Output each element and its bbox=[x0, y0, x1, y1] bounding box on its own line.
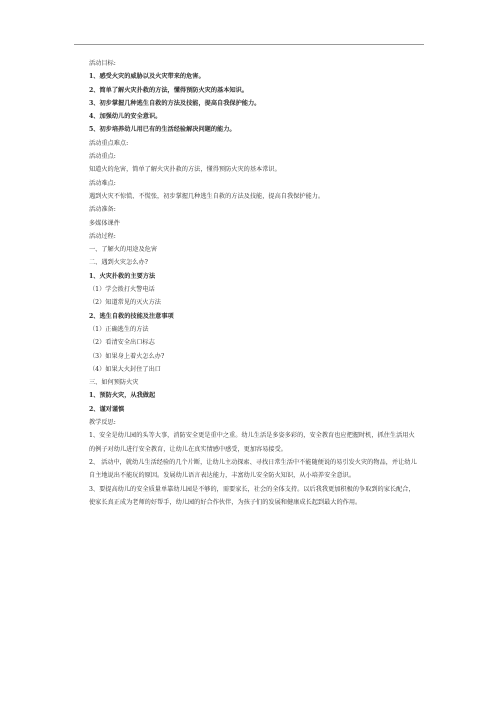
text-line: （3）如果身上着火怎么办? bbox=[89, 352, 165, 360]
header-rule bbox=[74, 44, 424, 45]
text-line: （2）看清安全出口标志 bbox=[89, 339, 155, 347]
text-line: 活动过程: bbox=[89, 232, 116, 240]
text-line: 教学反思: bbox=[89, 419, 116, 427]
text-line: 遇到火灾不惊慌、不慌张，初步掌握几种逃生自救的方法及技能，提高自我保护能力。 bbox=[89, 192, 325, 200]
text-line: 二、遇到火灾怎么办? bbox=[89, 259, 149, 267]
text-line: 1、感受火灾的威胁以及火灾带来的危害。 bbox=[89, 73, 205, 81]
text-line: 活动重点难点: bbox=[89, 139, 129, 147]
text-line: 活动目标: bbox=[89, 60, 116, 67]
text-line: 5、初步培养幼儿用已有的生活经验解决问题的能力。 bbox=[89, 126, 236, 134]
text-line: 1、火灾扑救的主要方法 bbox=[89, 272, 156, 280]
reflection-paragraph: 1、安全是幼儿园的头等大事，消防安全更是重中之重。幼儿生活是多姿多彩的，安全教育也应把握时机，抓住生活用火的例子对幼儿进行安全教育，让幼儿在真实情感中感受，更加容易接受。 bbox=[89, 432, 415, 453]
text-line: （4）如果大火封住了出口 bbox=[89, 365, 161, 373]
text-line: 活动重点: bbox=[89, 153, 116, 161]
text-line: （1）学会拨打火警电话 bbox=[89, 286, 155, 294]
text-line: （1）正确逃生的方法 bbox=[89, 325, 149, 333]
text-line: 一、了解火的用途及危害 bbox=[89, 246, 158, 254]
text-line: 三、如何预防火灾 bbox=[89, 379, 139, 387]
reflection-paragraph: 3、要提高幼儿的安全质量单靠幼儿园是不够的，需要家长，社会的全体支持。以后我我更加积极的争取到的家长配合，使家长真正成为老师的好帮手，幼儿园的好合作伙伴，为孩子们的发展和健康成长起到最大的作用。 bbox=[89, 485, 415, 506]
text-line: 多媒体课件 bbox=[89, 219, 120, 227]
text-line: 2、逃生自救的技能及注意事项 bbox=[89, 312, 174, 320]
text-line: 2、简单了解火灾扑救的方法，懂得预防火灾的基本知识。 bbox=[89, 86, 248, 94]
text-line: 活动准备: bbox=[89, 206, 116, 214]
reflection-paragraphs bbox=[89, 429, 419, 509]
reflection-paragraph: 2、 活动中，就幼儿生活经验的几个片断，让幼儿主动探索、寻找日常生活中不能随便说的易引发火灾的物品，并让幼儿自主地说出不能玩的原因。发展幼儿语言表达能力，丰富幼儿安全防火知识，从小培养安全意识。 bbox=[89, 458, 417, 480]
text-line: 2、谨对谨慎 bbox=[89, 405, 125, 413]
document-body bbox=[89, 57, 419, 509]
text-line: 1、预防火灾，从我做起 bbox=[89, 392, 156, 400]
text-line: 4、加强幼儿的安全意识。 bbox=[89, 113, 162, 121]
text-line: 知道火的危害，简单了解火灾扑救的方法，懂得预防火灾的基本常识。 bbox=[89, 166, 281, 174]
text-line: （2）知道常见的灭火方法 bbox=[89, 299, 161, 307]
text-line: 活动难点: bbox=[89, 179, 116, 187]
line-list bbox=[89, 57, 419, 429]
text-line: 3、初步掌握几种逃生自救的方法及技能，提高自我保护能力。 bbox=[89, 99, 261, 107]
